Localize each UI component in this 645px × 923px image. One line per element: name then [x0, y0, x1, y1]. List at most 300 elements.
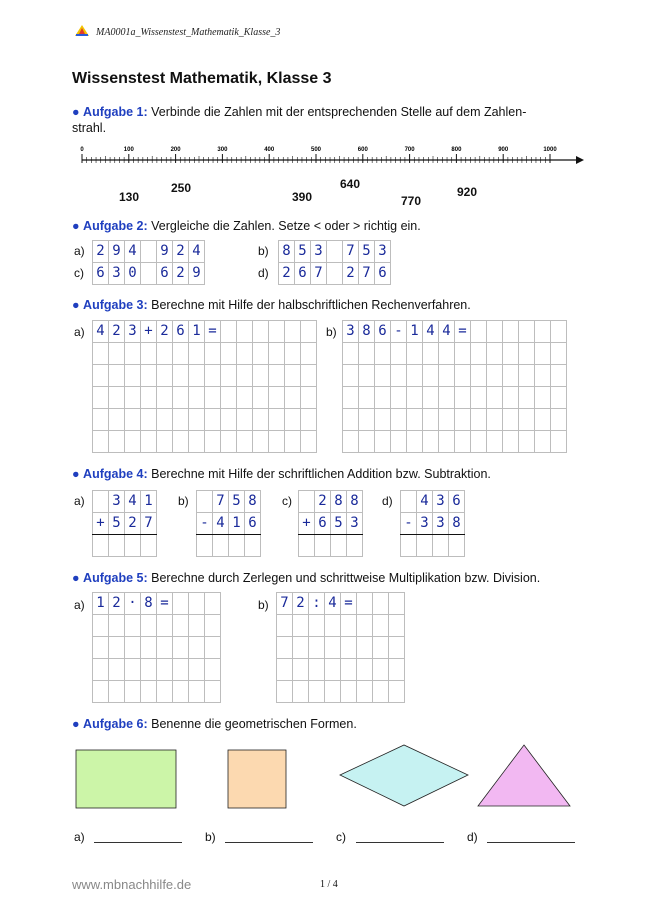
- grid-cell[interactable]: [277, 615, 293, 637]
- grid-cell[interactable]: [157, 681, 173, 703]
- grid-cell[interactable]: [189, 659, 205, 681]
- footer-site[interactable]: www.mbnachhilfe.de: [72, 877, 192, 892]
- grid-cell[interactable]: [341, 659, 357, 681]
- grid-cell[interactable]: 8: [359, 321, 375, 343]
- grid-cell[interactable]: [343, 409, 359, 431]
- grid-cell[interactable]: [285, 365, 301, 387]
- grid-cell[interactable]: [237, 321, 253, 343]
- grid-cell[interactable]: [157, 637, 173, 659]
- grid-cell[interactable]: [375, 409, 391, 431]
- grid-cell[interactable]: [407, 343, 423, 365]
- grid-cell[interactable]: 4: [417, 491, 433, 513]
- grid-cell[interactable]: [455, 431, 471, 453]
- grid-cell[interactable]: [357, 593, 373, 615]
- grid-cell[interactable]: [109, 637, 125, 659]
- grid-cell[interactable]: [331, 535, 347, 557]
- grid-cell[interactable]: [423, 365, 439, 387]
- grid-cell[interactable]: [141, 431, 157, 453]
- written-calc-a[interactable]: [92, 490, 157, 557]
- grid-cell[interactable]: [455, 343, 471, 365]
- grid-cell[interactable]: [423, 409, 439, 431]
- grid-cell[interactable]: [449, 535, 465, 557]
- grid-cell[interactable]: [325, 659, 341, 681]
- grid-cell[interactable]: [125, 387, 141, 409]
- grid-cell[interactable]: [221, 409, 237, 431]
- grid-cell[interactable]: [341, 637, 357, 659]
- grid-cell[interactable]: [189, 637, 205, 659]
- grid-cell[interactable]: [439, 431, 455, 453]
- grid-cell[interactable]: [487, 387, 503, 409]
- grid-cell[interactable]: -: [391, 321, 407, 343]
- decompose-grid-b[interactable]: [276, 592, 405, 703]
- grid-cell[interactable]: [173, 343, 189, 365]
- grid-cell[interactable]: [359, 343, 375, 365]
- grid-cell[interactable]: [551, 387, 567, 409]
- grid-cell[interactable]: [245, 535, 261, 557]
- grid-cell[interactable]: [157, 343, 173, 365]
- grid-cell[interactable]: 1: [141, 491, 157, 513]
- grid-cell[interactable]: [189, 681, 205, 703]
- grid-cell[interactable]: [503, 321, 519, 343]
- grid-cell[interactable]: [471, 365, 487, 387]
- grid-cell[interactable]: [439, 409, 455, 431]
- grid-cell[interactable]: 8: [449, 513, 465, 535]
- grid-cell[interactable]: [487, 431, 503, 453]
- grid-cell[interactable]: [253, 321, 269, 343]
- grid-cell[interactable]: [551, 409, 567, 431]
- grid-cell[interactable]: [389, 615, 405, 637]
- grid-cell[interactable]: [309, 681, 325, 703]
- number-770[interactable]: 770: [401, 194, 422, 208]
- answer-line-d[interactable]: [487, 830, 575, 843]
- grid-cell[interactable]: [389, 593, 405, 615]
- grid-cell[interactable]: 8: [245, 491, 261, 513]
- grid-cell[interactable]: 4: [439, 321, 455, 343]
- grid-cell[interactable]: [519, 387, 535, 409]
- halb-grid-a[interactable]: [92, 320, 317, 453]
- grid-cell[interactable]: [325, 615, 341, 637]
- written-calc-b[interactable]: [196, 490, 261, 557]
- grid-cell[interactable]: [423, 343, 439, 365]
- grid-cell[interactable]: [93, 535, 109, 557]
- grid-cell[interactable]: [253, 431, 269, 453]
- compare-sign-cell[interactable]: [141, 241, 157, 263]
- grid-cell[interactable]: [455, 365, 471, 387]
- grid-cell[interactable]: [205, 387, 221, 409]
- grid-cell[interactable]: [253, 365, 269, 387]
- grid-cell[interactable]: 5: [331, 513, 347, 535]
- grid-cell[interactable]: [189, 387, 205, 409]
- grid-cell[interactable]: 2: [315, 491, 331, 513]
- grid-cell[interactable]: [519, 321, 535, 343]
- grid-cell[interactable]: [109, 659, 125, 681]
- grid-cell[interactable]: [93, 409, 109, 431]
- grid-cell[interactable]: 2: [293, 593, 309, 615]
- grid-cell[interactable]: [423, 431, 439, 453]
- grid-cell[interactable]: [93, 681, 109, 703]
- number-390[interactable]: 390: [292, 190, 313, 204]
- grid-cell[interactable]: [277, 637, 293, 659]
- grid-cell[interactable]: =: [455, 321, 471, 343]
- grid-cell[interactable]: [277, 659, 293, 681]
- grid-cell[interactable]: 5: [109, 513, 125, 535]
- grid-cell[interactable]: [125, 615, 141, 637]
- grid-cell[interactable]: [301, 409, 317, 431]
- grid-cell[interactable]: 7: [277, 593, 293, 615]
- grid-cell[interactable]: [299, 535, 315, 557]
- grid-cell[interactable]: [189, 409, 205, 431]
- grid-cell[interactable]: [125, 535, 141, 557]
- grid-cell[interactable]: [125, 431, 141, 453]
- grid-cell[interactable]: [359, 431, 375, 453]
- grid-cell[interactable]: ·: [125, 593, 141, 615]
- grid-cell[interactable]: [301, 343, 317, 365]
- grid-cell[interactable]: 3: [417, 513, 433, 535]
- grid-cell[interactable]: 2: [109, 321, 125, 343]
- grid-cell[interactable]: [205, 659, 221, 681]
- grid-cell[interactable]: [141, 343, 157, 365]
- grid-cell[interactable]: [93, 343, 109, 365]
- grid-cell[interactable]: [285, 387, 301, 409]
- compare-sign-cell[interactable]: [327, 263, 343, 285]
- grid-cell[interactable]: [221, 343, 237, 365]
- grid-cell[interactable]: [301, 321, 317, 343]
- grid-cell[interactable]: [109, 365, 125, 387]
- grid-cell[interactable]: [269, 409, 285, 431]
- grid-cell[interactable]: 6: [449, 491, 465, 513]
- grid-cell[interactable]: [197, 491, 213, 513]
- grid-cell[interactable]: [221, 365, 237, 387]
- grid-cell[interactable]: [359, 365, 375, 387]
- grid-cell[interactable]: [471, 321, 487, 343]
- grid-cell[interactable]: [237, 343, 253, 365]
- grid-cell[interactable]: [503, 365, 519, 387]
- grid-cell[interactable]: [299, 491, 315, 513]
- grid-cell[interactable]: [173, 409, 189, 431]
- grid-cell[interactable]: 3: [125, 321, 141, 343]
- grid-cell[interactable]: 1: [93, 593, 109, 615]
- grid-cell[interactable]: [373, 659, 389, 681]
- grid-cell[interactable]: [519, 343, 535, 365]
- grid-cell[interactable]: [343, 343, 359, 365]
- grid-cell[interactable]: [285, 431, 301, 453]
- grid-cell[interactable]: 8: [347, 491, 363, 513]
- grid-cell[interactable]: [471, 387, 487, 409]
- grid-cell[interactable]: [389, 659, 405, 681]
- grid-cell[interactable]: :: [309, 593, 325, 615]
- grid-cell[interactable]: [109, 681, 125, 703]
- grid-cell[interactable]: [375, 365, 391, 387]
- grid-cell[interactable]: [157, 659, 173, 681]
- grid-cell[interactable]: [141, 409, 157, 431]
- grid-cell[interactable]: [315, 535, 331, 557]
- grid-cell[interactable]: 4: [125, 491, 141, 513]
- grid-cell[interactable]: [535, 431, 551, 453]
- grid-cell[interactable]: [229, 535, 245, 557]
- grid-cell[interactable]: [253, 409, 269, 431]
- grid-cell[interactable]: [535, 321, 551, 343]
- grid-cell[interactable]: 7: [213, 491, 229, 513]
- grid-cell[interactable]: -: [401, 513, 417, 535]
- grid-cell[interactable]: [173, 593, 189, 615]
- grid-cell[interactable]: [357, 637, 373, 659]
- grid-cell[interactable]: [375, 387, 391, 409]
- grid-cell[interactable]: [373, 593, 389, 615]
- grid-cell[interactable]: [109, 431, 125, 453]
- grid-cell[interactable]: [189, 343, 205, 365]
- answer-line-a[interactable]: [94, 830, 182, 843]
- grid-cell[interactable]: [173, 431, 189, 453]
- grid-cell[interactable]: [173, 365, 189, 387]
- grid-cell[interactable]: [157, 387, 173, 409]
- grid-cell[interactable]: [189, 365, 205, 387]
- grid-cell[interactable]: [141, 387, 157, 409]
- grid-cell[interactable]: [341, 615, 357, 637]
- number-130[interactable]: 130: [119, 190, 140, 204]
- grid-cell[interactable]: [325, 681, 341, 703]
- grid-cell[interactable]: [343, 387, 359, 409]
- grid-cell[interactable]: [551, 343, 567, 365]
- grid-cell[interactable]: [93, 615, 109, 637]
- grid-cell[interactable]: [173, 637, 189, 659]
- grid-cell[interactable]: [325, 637, 341, 659]
- grid-cell[interactable]: [253, 387, 269, 409]
- grid-cell[interactable]: [197, 535, 213, 557]
- grid-cell[interactable]: [141, 365, 157, 387]
- grid-cell[interactable]: [125, 659, 141, 681]
- grid-cell[interactable]: 6: [173, 321, 189, 343]
- grid-cell[interactable]: [439, 387, 455, 409]
- grid-cell[interactable]: 1: [229, 513, 245, 535]
- grid-cell[interactable]: [157, 365, 173, 387]
- grid-cell[interactable]: [341, 681, 357, 703]
- grid-cell[interactable]: [343, 365, 359, 387]
- grid-cell[interactable]: 4: [213, 513, 229, 535]
- grid-cell[interactable]: [125, 343, 141, 365]
- grid-cell[interactable]: [301, 387, 317, 409]
- grid-cell[interactable]: +: [141, 321, 157, 343]
- grid-cell[interactable]: 8: [141, 593, 157, 615]
- grid-cell[interactable]: [141, 681, 157, 703]
- grid-cell[interactable]: [205, 681, 221, 703]
- grid-cell[interactable]: [125, 409, 141, 431]
- grid-cell[interactable]: [359, 387, 375, 409]
- grid-cell[interactable]: 6: [315, 513, 331, 535]
- grid-cell[interactable]: [293, 615, 309, 637]
- grid-cell[interactable]: [221, 431, 237, 453]
- grid-cell[interactable]: [487, 343, 503, 365]
- grid-cell[interactable]: [309, 637, 325, 659]
- grid-cell[interactable]: [141, 659, 157, 681]
- grid-cell[interactable]: [407, 409, 423, 431]
- grid-cell[interactable]: [519, 431, 535, 453]
- grid-cell[interactable]: [391, 431, 407, 453]
- grid-cell[interactable]: [439, 343, 455, 365]
- grid-cell[interactable]: +: [93, 513, 109, 535]
- grid-cell[interactable]: [391, 387, 407, 409]
- grid-cell[interactable]: [407, 365, 423, 387]
- grid-cell[interactable]: [309, 659, 325, 681]
- grid-cell[interactable]: [285, 321, 301, 343]
- grid-cell[interactable]: 4: [423, 321, 439, 343]
- grid-cell[interactable]: [487, 365, 503, 387]
- grid-cell[interactable]: [503, 387, 519, 409]
- grid-cell[interactable]: [125, 681, 141, 703]
- grid-cell[interactable]: 6: [375, 321, 391, 343]
- grid-cell[interactable]: [93, 387, 109, 409]
- grid-cell[interactable]: [519, 365, 535, 387]
- grid-cell[interactable]: [347, 535, 363, 557]
- grid-cell[interactable]: [189, 431, 205, 453]
- grid-cell[interactable]: [109, 343, 125, 365]
- grid-cell[interactable]: [551, 365, 567, 387]
- halb-grid-b[interactable]: [342, 320, 567, 453]
- grid-cell[interactable]: [93, 365, 109, 387]
- grid-cell[interactable]: [487, 321, 503, 343]
- grid-cell[interactable]: [391, 343, 407, 365]
- grid-cell[interactable]: [439, 365, 455, 387]
- grid-cell[interactable]: [109, 615, 125, 637]
- grid-cell[interactable]: 1: [407, 321, 423, 343]
- grid-cell[interactable]: [269, 321, 285, 343]
- grid-cell[interactable]: [503, 431, 519, 453]
- grid-cell[interactable]: =: [205, 321, 221, 343]
- grid-cell[interactable]: [221, 321, 237, 343]
- grid-cell[interactable]: [125, 637, 141, 659]
- grid-cell[interactable]: [535, 409, 551, 431]
- grid-cell[interactable]: [285, 343, 301, 365]
- grid-cell[interactable]: [237, 387, 253, 409]
- grid-cell[interactable]: 4: [325, 593, 341, 615]
- grid-cell[interactable]: [141, 535, 157, 557]
- grid-cell[interactable]: [357, 659, 373, 681]
- grid-cell[interactable]: [373, 637, 389, 659]
- grid-cell[interactable]: [471, 343, 487, 365]
- grid-cell[interactable]: [269, 343, 285, 365]
- grid-cell[interactable]: [455, 387, 471, 409]
- grid-cell[interactable]: [189, 593, 205, 615]
- grid-cell[interactable]: [237, 365, 253, 387]
- grid-cell[interactable]: [357, 681, 373, 703]
- number-640[interactable]: 640: [340, 177, 361, 191]
- grid-cell[interactable]: [309, 615, 325, 637]
- grid-cell[interactable]: [285, 409, 301, 431]
- compare-sign-cell[interactable]: [327, 241, 343, 263]
- grid-cell[interactable]: [205, 365, 221, 387]
- grid-cell[interactable]: [535, 365, 551, 387]
- grid-cell[interactable]: [373, 681, 389, 703]
- grid-cell[interactable]: [205, 637, 221, 659]
- number-920[interactable]: 920: [457, 185, 478, 199]
- grid-cell[interactable]: [301, 431, 317, 453]
- grid-cell[interactable]: [141, 615, 157, 637]
- grid-cell[interactable]: [93, 637, 109, 659]
- grid-cell[interactable]: 3: [347, 513, 363, 535]
- grid-cell[interactable]: [93, 491, 109, 513]
- grid-cell[interactable]: [205, 431, 221, 453]
- grid-cell[interactable]: [277, 681, 293, 703]
- grid-cell[interactable]: [401, 535, 417, 557]
- number-250[interactable]: 250: [171, 181, 192, 195]
- grid-cell[interactable]: +: [299, 513, 315, 535]
- grid-cell[interactable]: [269, 431, 285, 453]
- grid-cell[interactable]: [237, 409, 253, 431]
- grid-cell[interactable]: [375, 431, 391, 453]
- written-calc-c[interactable]: [298, 490, 363, 557]
- grid-cell[interactable]: [357, 615, 373, 637]
- grid-cell[interactable]: [551, 431, 567, 453]
- grid-cell[interactable]: [373, 615, 389, 637]
- grid-cell[interactable]: [423, 387, 439, 409]
- grid-cell[interactable]: [535, 387, 551, 409]
- decompose-grid-a[interactable]: [92, 592, 221, 703]
- grid-cell[interactable]: 3: [433, 513, 449, 535]
- grid-cell[interactable]: [93, 659, 109, 681]
- grid-cell[interactable]: [269, 365, 285, 387]
- grid-cell[interactable]: 5: [229, 491, 245, 513]
- grid-cell[interactable]: 2: [125, 513, 141, 535]
- grid-cell[interactable]: [93, 431, 109, 453]
- grid-cell[interactable]: [417, 535, 433, 557]
- grid-cell[interactable]: [391, 365, 407, 387]
- grid-cell[interactable]: [391, 409, 407, 431]
- grid-cell[interactable]: [389, 637, 405, 659]
- grid-cell[interactable]: 1: [189, 321, 205, 343]
- grid-cell[interactable]: [471, 431, 487, 453]
- grid-cell[interactable]: [173, 659, 189, 681]
- grid-cell[interactable]: [503, 409, 519, 431]
- grid-cell[interactable]: [293, 637, 309, 659]
- grid-cell[interactable]: [433, 535, 449, 557]
- grid-cell[interactable]: [503, 343, 519, 365]
- grid-cell[interactable]: [253, 343, 269, 365]
- grid-cell[interactable]: 2: [157, 321, 173, 343]
- grid-cell[interactable]: [487, 409, 503, 431]
- grid-cell[interactable]: [293, 681, 309, 703]
- grid-cell[interactable]: [157, 431, 173, 453]
- grid-cell[interactable]: [389, 681, 405, 703]
- grid-cell[interactable]: [157, 409, 173, 431]
- grid-cell[interactable]: [407, 387, 423, 409]
- grid-cell[interactable]: -: [197, 513, 213, 535]
- grid-cell[interactable]: [519, 409, 535, 431]
- grid-cell[interactable]: [237, 431, 253, 453]
- grid-cell[interactable]: [455, 409, 471, 431]
- grid-cell[interactable]: [359, 409, 375, 431]
- grid-cell[interactable]: [301, 365, 317, 387]
- written-calc-d[interactable]: [400, 490, 465, 557]
- grid-cell[interactable]: [551, 321, 567, 343]
- compare-sign-cell[interactable]: [141, 263, 157, 285]
- grid-cell[interactable]: 4: [93, 321, 109, 343]
- grid-cell[interactable]: [269, 387, 285, 409]
- grid-cell[interactable]: [205, 615, 221, 637]
- grid-cell[interactable]: [157, 615, 173, 637]
- grid-cell[interactable]: 3: [433, 491, 449, 513]
- grid-cell[interactable]: 3: [343, 321, 359, 343]
- answer-line-c[interactable]: [356, 830, 444, 843]
- grid-cell[interactable]: [401, 491, 417, 513]
- grid-cell[interactable]: =: [157, 593, 173, 615]
- answer-line-b[interactable]: [225, 830, 313, 843]
- grid-cell[interactable]: [535, 343, 551, 365]
- grid-cell[interactable]: [173, 615, 189, 637]
- grid-cell[interactable]: [109, 387, 125, 409]
- grid-cell[interactable]: 7: [141, 513, 157, 535]
- grid-cell[interactable]: [343, 431, 359, 453]
- grid-cell[interactable]: [109, 409, 125, 431]
- grid-cell[interactable]: [141, 637, 157, 659]
